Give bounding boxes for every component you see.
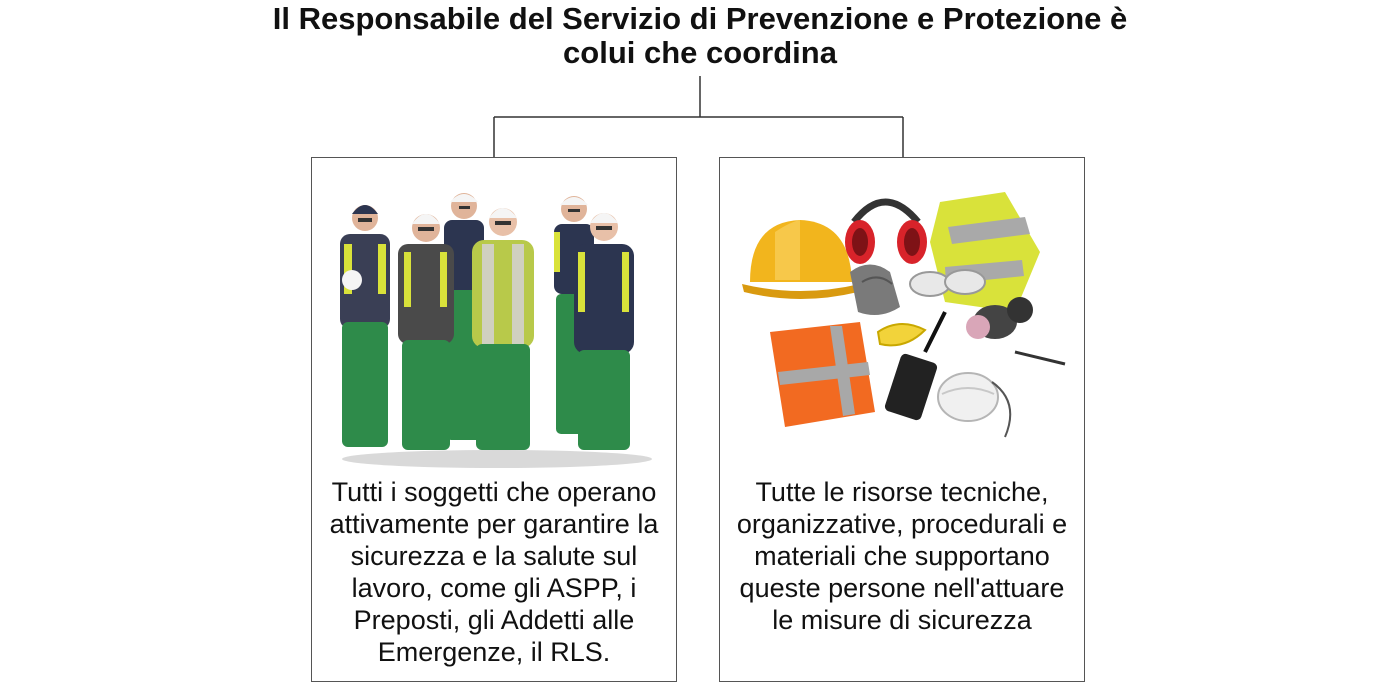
ear-defenders [845, 202, 927, 264]
workers-group-image [322, 172, 668, 472]
worker-1 [340, 205, 390, 447]
safety-equipment-image [730, 172, 1076, 472]
hi-vis-vest-orange [770, 322, 875, 427]
worker-3 [472, 208, 534, 450]
hard-hat [742, 220, 860, 299]
diagram-title: Il Responsabile del Servizio di Prevenzione e Protezione è colui che coordina [272, 1, 1128, 70]
people-caption: Tutti i soggetti che operano attivamente per garantire la sicurezza e la salute sul lavoro, come gli ASPP, i Preposti, gli Addetti alle Emergenze, il RLS. [329, 477, 659, 667]
dust-mask [938, 373, 1010, 437]
resources-caption: Tutte le risorse tecniche, organizzative, procedurali e materiali che supportano queste persone nell'attuare le misure di sicurezza [736, 477, 1068, 635]
resources-box [719, 157, 1085, 682]
people-box [311, 157, 677, 682]
gloves [850, 265, 900, 316]
worker-2 [398, 214, 454, 450]
worker-4 [574, 213, 634, 450]
hi-vis-vest-yellow [930, 192, 1040, 312]
